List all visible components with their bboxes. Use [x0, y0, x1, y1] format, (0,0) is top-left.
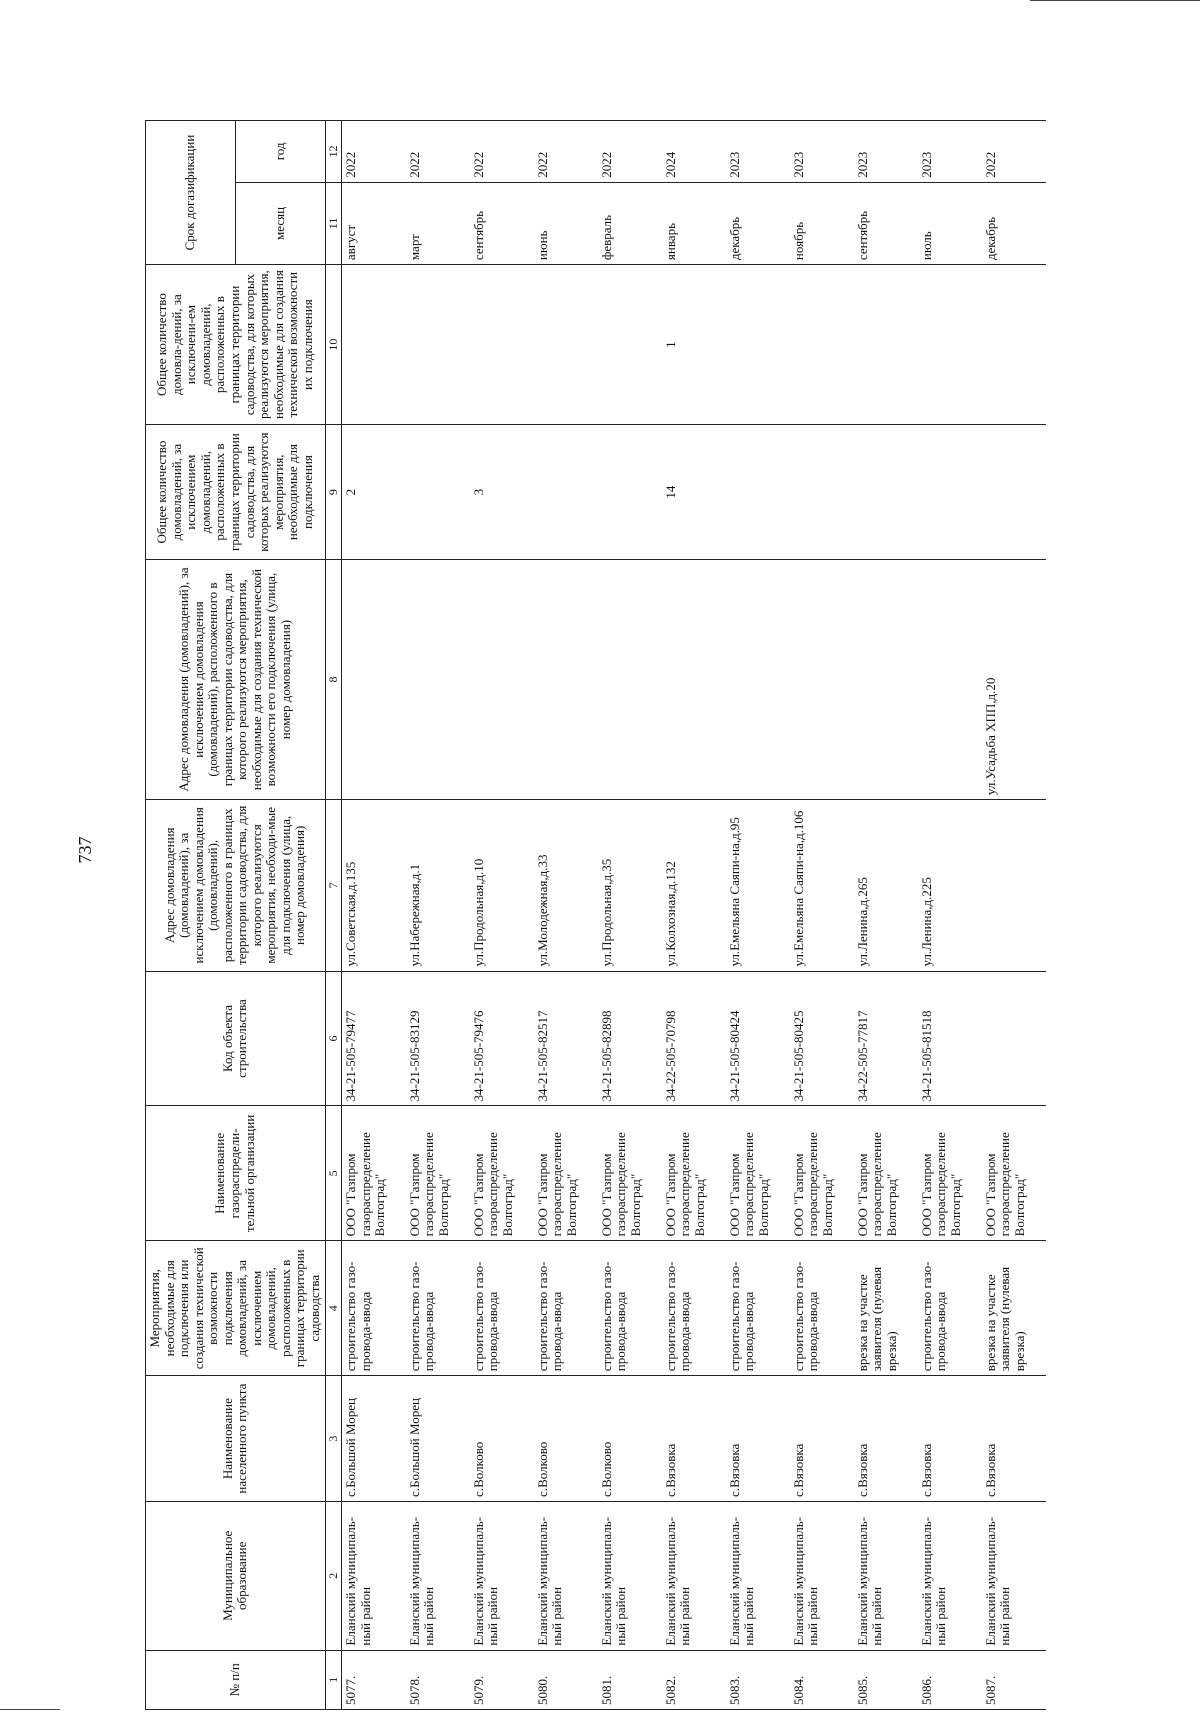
settlement: с.Волково: [470, 1376, 534, 1502]
count-connection: [534, 425, 598, 560]
deadline-month: ноябрь: [790, 182, 854, 264]
deadline-month: январь: [662, 182, 726, 264]
column-number-row: [325, 121, 341, 1710]
activity: строительство газо-провода-ввода: [662, 1241, 726, 1376]
scan-top-rule: [1030, 0, 1200, 1]
deadline-month: декабрь: [726, 182, 790, 264]
object-code: 34-21-505-80425: [790, 971, 854, 1106]
object-code: 34-21-505-82517: [534, 971, 598, 1106]
column-number: 9: [325, 425, 341, 560]
gas-organization: ООО "Газпром газораспределение Волгоград": [342, 1106, 406, 1241]
header-col3: Наименование населенного пункта: [146, 1376, 326, 1502]
count-technical: [726, 265, 790, 425]
activity: строительство газо-провода-ввода: [534, 1241, 598, 1376]
deadline-year: 2022: [534, 121, 598, 183]
gas-organization: ООО "Газпром газораспределение Волгоград": [598, 1106, 662, 1241]
column-number: 7: [325, 800, 341, 971]
address-connection: ул.Молодежная,д.33: [534, 800, 598, 971]
table-row: [406, 121, 470, 1710]
deadline-year: 2022: [342, 121, 406, 183]
municipality: Еланский муниципаль-ный район: [598, 1501, 662, 1650]
table-row: [982, 121, 1046, 1710]
count-connection: [598, 425, 662, 560]
row-number: 5086.: [918, 1650, 982, 1709]
table-header: [146, 121, 342, 1710]
municipality: Еланский муниципаль-ный район: [534, 1501, 598, 1650]
column-number: 3: [325, 1376, 341, 1502]
address-technical: [854, 560, 918, 800]
deadline-year: 2022: [470, 121, 534, 183]
count-connection: [982, 425, 1046, 560]
deadline-month: февраль: [598, 182, 662, 264]
table-body: [342, 121, 1046, 1710]
address-technical: [918, 560, 982, 800]
row-number: 5077.: [342, 1650, 406, 1709]
deadline-month: сентябрь: [854, 182, 918, 264]
column-number: 12: [325, 121, 341, 183]
header-col10: Общее количество домовла-дений, за исключени-ем домовладений, расположенных в границах территории садоводства, для которых реализуются мероприятия, необходимые для создания технической возможности их подключения: [146, 265, 326, 425]
object-code: [982, 971, 1046, 1106]
deadline-month: март: [406, 182, 470, 264]
object-code: 34-21-505-82898: [598, 971, 662, 1106]
municipality: Еланский муниципаль-ный район: [726, 1501, 790, 1650]
activity: строительство газо-провода-ввода: [342, 1241, 406, 1376]
table-row: [534, 121, 598, 1710]
row-number: 5082.: [662, 1650, 726, 1709]
header-col1: № п/п: [146, 1650, 326, 1709]
address-technical: [598, 560, 662, 800]
address-connection: ул.Емельяна Саяпи-на,д.106: [790, 800, 854, 971]
activity: строительство газо-провода-ввода: [470, 1241, 534, 1376]
settlement: с.Вязовка: [726, 1376, 790, 1502]
rotated-table-wrapper: [145, 114, 1200, 1710]
count-connection: [726, 425, 790, 560]
activity: строительство газо-провода-ввода: [598, 1241, 662, 1376]
municipality: Еланский муниципаль-ный район: [406, 1501, 470, 1650]
row-number: 5079.: [470, 1650, 534, 1709]
scan-bottom-rule: [0, 1709, 60, 1710]
object-code: 34-22-505-77817: [854, 971, 918, 1106]
table-row: [342, 121, 406, 1710]
table-row: [790, 121, 854, 1710]
object-code: 34-21-505-79477: [342, 971, 406, 1106]
settlement: с.Волково: [534, 1376, 598, 1502]
deadline-year: 2022: [982, 121, 1046, 183]
object-code: 34-22-505-70798: [662, 971, 726, 1106]
column-number: 10: [325, 265, 341, 425]
gas-organization: ООО "Газпром газораспределение Волгоград": [662, 1106, 726, 1241]
count-technical: [854, 265, 918, 425]
municipality: Еланский муниципаль-ный район: [982, 1501, 1046, 1650]
gas-organization: ООО "Газпром газораспределение Волгоград": [534, 1106, 598, 1241]
column-number: 5: [325, 1106, 341, 1241]
deadline-month: декабрь: [982, 182, 1046, 264]
column-number: 4: [325, 1241, 341, 1376]
column-number: 6: [325, 971, 341, 1106]
address-connection: ул.Ленина,д.225: [918, 800, 982, 971]
settlement: с.Вязовка: [982, 1376, 1046, 1502]
row-number: 5087.: [982, 1650, 1046, 1709]
header-deadline: Срок догазификации: [146, 121, 236, 265]
header-col2: Муниципальное образование: [146, 1501, 326, 1650]
deadline-year: 2023: [854, 121, 918, 183]
deadline-year: 2022: [598, 121, 662, 183]
settlement: с.Вязовка: [854, 1376, 918, 1502]
header-col5: Наименование газораспредели-тельной организации: [146, 1106, 326, 1241]
table-row: [854, 121, 918, 1710]
address-technical: [534, 560, 598, 800]
count-connection: [406, 425, 470, 560]
activity: строительство газо-провода-ввода: [918, 1241, 982, 1376]
activity: врезка на участке заявителя (нулевая врезка): [982, 1241, 1046, 1376]
address-connection: ул.Советская,д.135: [342, 800, 406, 971]
municipality: Еланский муниципаль-ный район: [662, 1501, 726, 1650]
count-technical: [790, 265, 854, 425]
row-number: 5081.: [598, 1650, 662, 1709]
deadline-month: июнь: [534, 182, 598, 264]
header-col8: Адрес домовладения (домовладений), за исключением домовладения (домовладений), расположенного в границах территории садоводства, для которого реализуются мероприятия, необходимые для создания технической возможности его подключения (улица, номер домовладения): [146, 560, 326, 800]
row-number: 5078.: [406, 1650, 470, 1709]
count-technical: [534, 265, 598, 425]
row-number: 5085.: [854, 1650, 918, 1709]
municipality: Еланский муниципаль-ный район: [342, 1501, 406, 1650]
settlement: с.Вязовка: [790, 1376, 854, 1502]
header-year: год: [235, 121, 325, 183]
municipality: Еланский муниципаль-ный район: [470, 1501, 534, 1650]
object-code: 34-21-505-79476: [470, 971, 534, 1106]
address-connection: ул.Емельяна Саяпи-на,д.95: [726, 800, 790, 971]
table-row: [918, 121, 982, 1710]
gas-organization: ООО "Газпром газораспределение Волгоград": [470, 1106, 534, 1241]
row-number: 5084.: [790, 1650, 854, 1709]
deadline-month: июль: [918, 182, 982, 264]
object-code: 34-21-505-81518: [918, 971, 982, 1106]
gas-organization: ООО "Газпром газораспределение Волгоград": [726, 1106, 790, 1241]
gas-organization: ООО "Газпром газораспределение Волгоград": [790, 1106, 854, 1241]
count-connection: [854, 425, 918, 560]
activity: строительство газо-провода-ввода: [406, 1241, 470, 1376]
address-technical: [726, 560, 790, 800]
settlement: с.Большой Морец: [406, 1376, 470, 1502]
gasification-table: [145, 120, 1046, 1710]
activity: строительство газо-провода-ввода: [790, 1241, 854, 1376]
address-connection: [982, 800, 1046, 971]
address-technical: [406, 560, 470, 800]
gas-organization: ООО "Газпром газораспределение Волгоград": [918, 1106, 982, 1241]
header-col6: Код объекта строительства: [146, 971, 326, 1106]
address-technical: [342, 560, 406, 800]
row-number: 5080.: [534, 1650, 598, 1709]
table-row: [726, 121, 790, 1710]
deadline-year: 2023: [790, 121, 854, 183]
count-technical: [406, 265, 470, 425]
deadline-year: 2024: [662, 121, 726, 183]
address-connection: ул.Ленина,д.265: [854, 800, 918, 971]
address-connection: ул.Продольная,д.10: [470, 800, 534, 971]
count-technical: [342, 265, 406, 425]
municipality: Еланский муниципаль-ный район: [918, 1501, 982, 1650]
address-connection: ул.Продольная,д.35: [598, 800, 662, 971]
activity: врезка на участке заявителя (нулевая врезка): [854, 1241, 918, 1376]
count-connection: 14: [662, 425, 726, 560]
settlement: с.Вязовка: [662, 1376, 726, 1502]
count-connection: 3: [470, 425, 534, 560]
count-technical: 1: [662, 265, 726, 425]
address-technical: [470, 560, 534, 800]
column-number: 2: [325, 1501, 341, 1650]
gas-organization: ООО "Газпром газораспределение Волгоград": [982, 1106, 1046, 1241]
deadline-month: август: [342, 182, 406, 264]
table-row: [598, 121, 662, 1710]
count-technical: [470, 265, 534, 425]
count-connection: 2: [342, 425, 406, 560]
object-code: 34-21-505-80424: [726, 971, 790, 1106]
activity: строительство газо-провода-ввода: [726, 1241, 790, 1376]
deadline-month: сентябрь: [470, 182, 534, 264]
settlement: с.Волково: [598, 1376, 662, 1502]
count-technical: [982, 265, 1046, 425]
header-col7: Адрес домовладения (домовладений), за исключением домовладения (домовладений), расположенного в границах территории садоводства, для которого реализуются мероприятия, необходи-мые для подключения (улица, номер домовладения): [146, 800, 326, 971]
column-number: 8: [325, 560, 341, 800]
header-col4: Мероприятия, необходимые для подключения или создания технической возможности подключения домовладений, за исключением домовладений, расположенных в границах территории садоводства: [146, 1241, 326, 1376]
page-number: 737: [75, 836, 95, 864]
address-connection: ул.Колхозная,д.132: [662, 800, 726, 971]
gas-organization: ООО "Газпром газораспределение Волгоград": [854, 1106, 918, 1241]
municipality: Еланский муниципаль-ный район: [790, 1501, 854, 1650]
gas-organization: ООО "Газпром газораспределение Волгоград": [406, 1106, 470, 1241]
count-connection: [918, 425, 982, 560]
deadline-year: 2022: [406, 121, 470, 183]
table-row: [662, 121, 726, 1710]
address-connection: ул.Набережная,д.1: [406, 800, 470, 971]
column-number: 11: [325, 182, 341, 264]
row-number: 5083.: [726, 1650, 790, 1709]
deadline-year: 2023: [918, 121, 982, 183]
count-connection: [790, 425, 854, 560]
table-row: [470, 121, 534, 1710]
header-col9: Общее количество домовладений, за исключением домовладений, расположенных в границах территории садоводства, для которых реализуются мероприятия, необходимые для подключения: [146, 425, 326, 560]
settlement: с.Вязовка: [918, 1376, 982, 1502]
count-technical: [598, 265, 662, 425]
column-number: 1: [325, 1650, 341, 1709]
address-technical: [662, 560, 726, 800]
settlement: с.Большой Морец: [342, 1376, 406, 1502]
address-technical: [790, 560, 854, 800]
header-month: месяц: [235, 182, 325, 264]
deadline-year: 2023: [726, 121, 790, 183]
municipality: Еланский муниципаль-ный район: [854, 1501, 918, 1650]
count-technical: [918, 265, 982, 425]
object-code: 34-21-505-83129: [406, 971, 470, 1106]
address-technical: ул.Усадьба ХПП,д.20: [982, 560, 1046, 800]
